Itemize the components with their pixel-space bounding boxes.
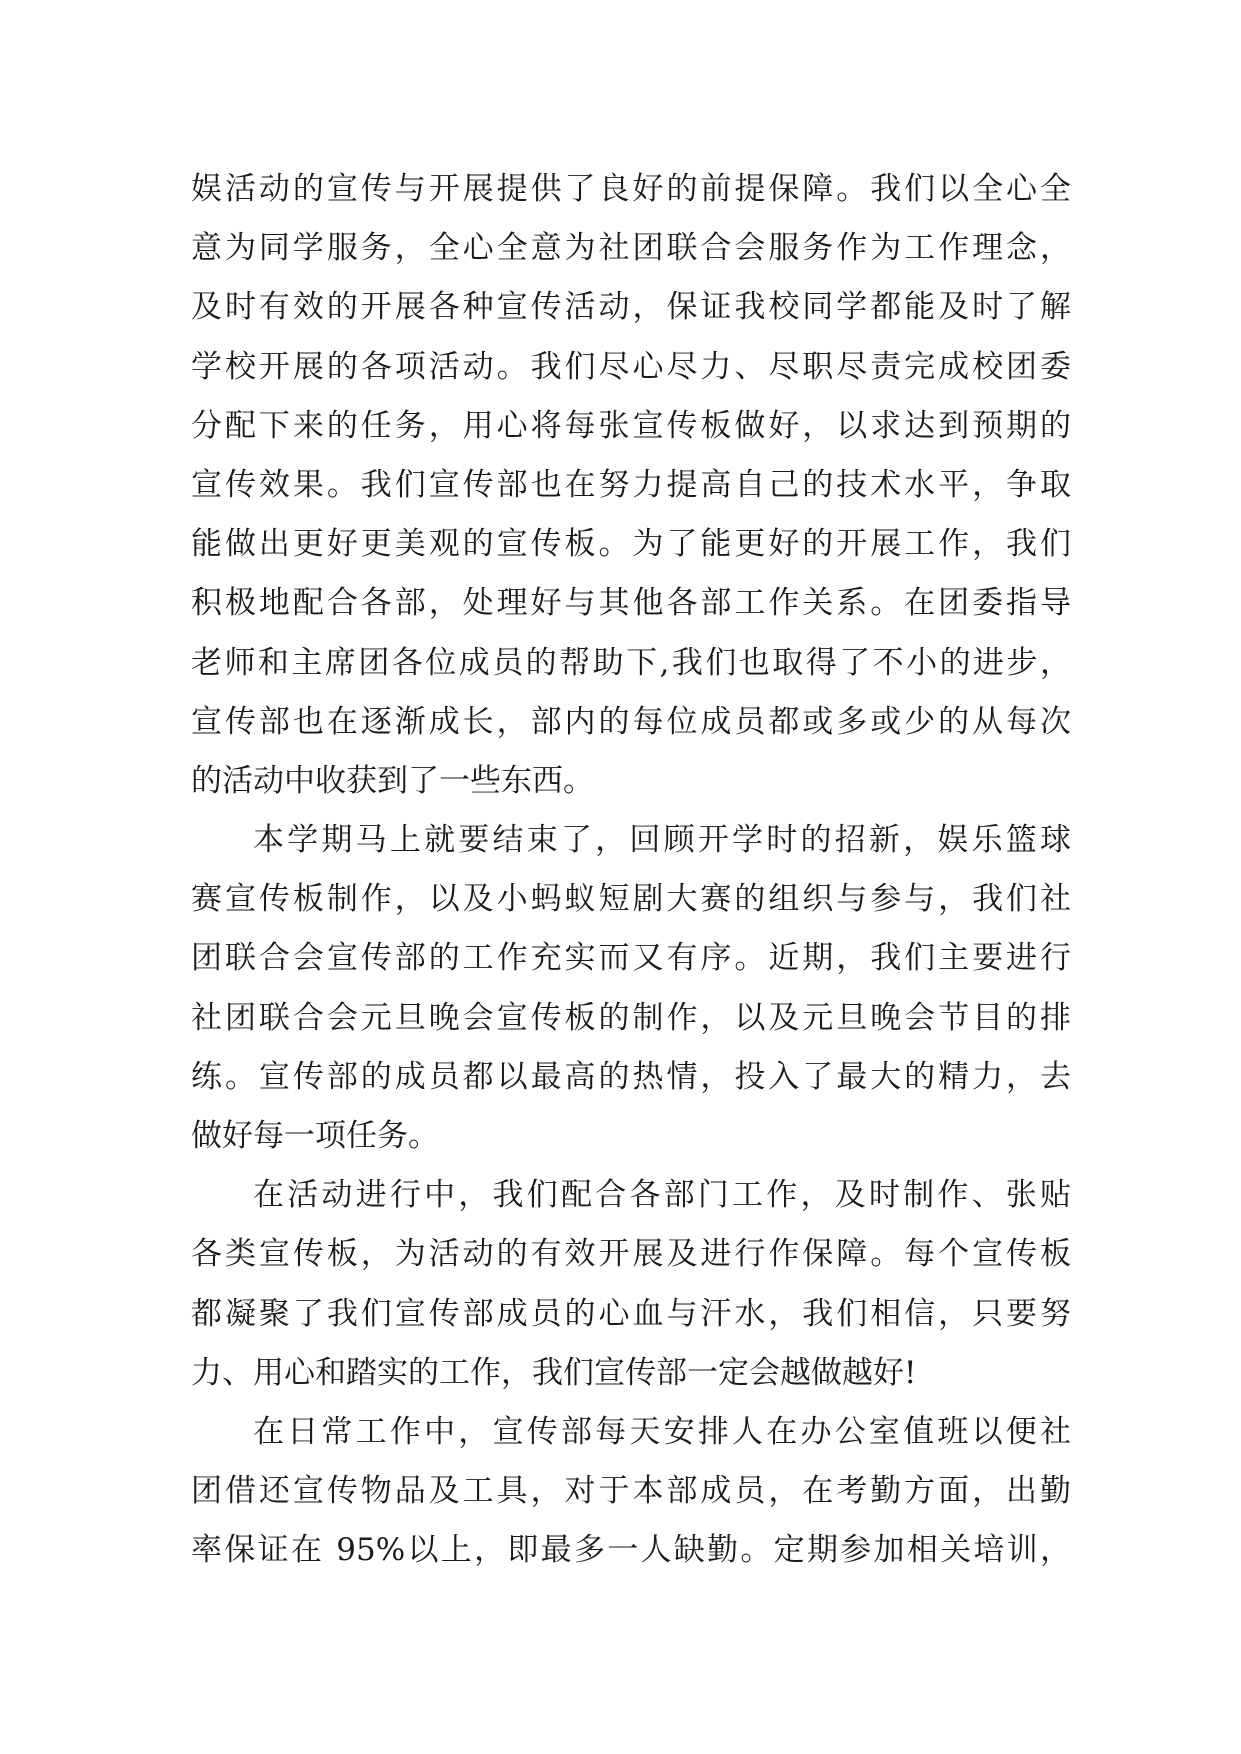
text-line: 老师和主席团各位成员的帮助下,我们也取得了不小的进步，: [191, 644, 1071, 681]
paragraph-first-line: 在日常工作中，宣传部每天安排人在办公室值班以便社: [253, 1413, 1071, 1450]
text-line: 率保证在 95%以上，即最多一人缺勤。定期参加相关培训，: [191, 1532, 1071, 1569]
body-text: [191, 160, 1071, 1581]
text-line: 宣传部也在逐渐成长，部内的每位成员都或多或少的从每次: [191, 703, 1071, 740]
text-line: 赛宣传板制作，以及小蚂蚁短剧大赛的组织与参与，我们社: [191, 881, 1071, 918]
text-line: 分配下来的任务，用心将每张宣传板做好，以求达到预期的: [191, 407, 1071, 444]
text-line: 练。宣传部的成员都以最高的热情，投入了最大的精力，去: [191, 1058, 1071, 1095]
text-line: 做好每一项任务。: [191, 1118, 439, 1154]
text-line: 的活动中收获到了一些东西。: [191, 762, 594, 799]
paragraph-first-line: 在活动进行中，我们配合各部门工作，及时制作、张贴: [253, 1177, 1071, 1214]
text-line: 力、用心和踏实的工作，我们宣传部一定会越做越好!: [191, 1354, 917, 1391]
text-line: 学校开展的各项活动。我们尽心尽力、尽职尽责完成校团委: [191, 348, 1071, 385]
text-line: 各类宣传板，为活动的有效开展及进行作保障。每个宣传板: [191, 1236, 1071, 1273]
text-line: 团联合会宣传部的工作充实而又有序。近期，我们主要进行: [191, 940, 1071, 977]
paragraph-first-line: 本学期马上就要结束了，回顾开学时的招新，娱乐篮球: [253, 822, 1071, 859]
text-line: 都凝聚了我们宣传部成员的心血与汗水，我们相信，只要努: [191, 1295, 1071, 1332]
text-line: 宣传效果。我们宣传部也在努力提高自己的技术水平，争取: [191, 466, 1071, 503]
text-line: 意为同学服务，全心全意为社团联合会服务作为工作理念，: [191, 230, 1071, 267]
text-line: 及时有效的开展各种宣传活动，保证我校同学都能及时了解: [191, 289, 1071, 326]
text-line: 能做出更好更美观的宣传板。为了能更好的开展工作，我们: [191, 526, 1071, 563]
text-line: 社团联合会元旦晚会宣传板的制作，以及元旦晚会节目的排: [191, 999, 1071, 1036]
text-line: 娱活动的宣传与开展提供了良好的前提保障。我们以全心全: [191, 171, 1071, 207]
text-line: 团借还宣传物品及工具，对于本部成员，在考勤方面，出勤: [191, 1473, 1071, 1510]
text-line: 积极地配合各部，处理好与其他各部工作关系。在团委指导: [191, 585, 1071, 622]
